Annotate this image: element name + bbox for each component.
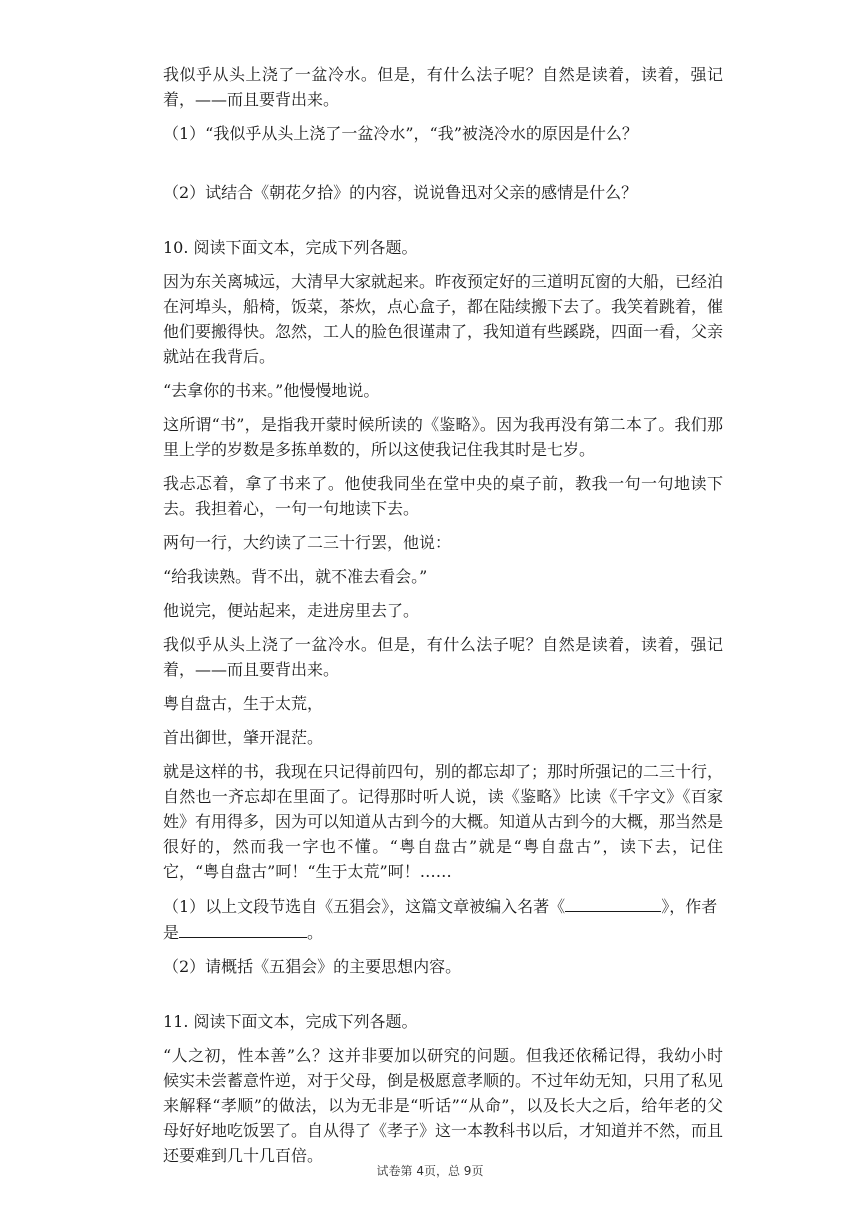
paragraph: 就是这样的书，我现在只记得前四句，别的都忘却了；那时所强记的二三十行，自然也一齐忘却在里面了。记得那时听人说，读《鉴略》比读《千字文》《百家姓》有用得多，因为可以知道从古到今的大概。知道从古到今的大概，那当然是很好的，然而我一字也不懂。“粤自盘古”就是“粤自盘古”，读下去，记住它，“粤自盘古”呵！“生于太荒”呵！…… [163,762,724,881]
page-footer: 试卷第 4页，总 9页 [376,1164,484,1178]
answer-space [163,155,723,180]
page-content [163,62,723,1177]
paragraph: 他说完，便站起来，走进房里去了。 [163,601,420,620]
paragraph: “人之初，性本善”么？这并非要加以研究的问题。但我还依稀记得，我幼小时候实未尝蓄意忤逆，对于父母，倒是极愿意孝顺的。不过年幼无知，只用了私见来解释“孝顺”的做法，以为无非是“听话”“从命”，以及长大之后，给年老的父母好好地吃饭罢了。自从得了《孝子》这一本教科书以后，才知道并不然，而且还要难到几十几百倍。 [163,1046,724,1165]
paragraph: 我似乎从头上浇了一盆冷水。但是，有什么法子呢？自然是读着，读着，强记着，——而且要背出来。 [163,65,723,109]
question-2: （2）试结合《朝花夕拾》的内容，说说鲁迅对父亲的感情是什么？ [163,183,638,202]
paragraph: “去拿你的书来。”他慢慢地说。 [163,381,380,400]
paragraph: 我忐忑着，拿了书来了。他使我同坐在堂中央的桌子前，教我一句一句地读下去。我担着心，一句一句地读下去。 [163,474,723,518]
verse-line: 首出御世，肇开混茫。 [163,728,324,747]
verse-line: 粤自盘古，生于太荒， [163,694,324,713]
section-10-title: 10. 阅读下面文本，完成下列各题。 [163,238,418,257]
section-11-title: 11. 阅读下面文本，完成下列各题。 [163,1012,418,1031]
paragraph: “给我读熟。背不出，就不准去看会。” [163,567,428,586]
answer-blank[interactable] [565,893,661,912]
question-2: （2）请概括《五猖会》的主要思想内容。 [163,957,462,976]
answer-blank[interactable] [179,919,307,938]
question-1: （1）以上文段节选自《五猖会》，这篇文章被编入名著《 》，作者是 。 [163,893,723,945]
paragraph: 这所谓“书”，是指我开蒙时候所读的《鉴略》。因为我再没有第二本了。我们那里上学的岁数是多拣单数的，所以这使我记住我其时是七岁。 [163,415,723,459]
paragraph: 因为东关离城远，大清早大家就起来。昨夜预定好的三道明瓦窗的大船，已经泊在河埠头，船椅，饭菜，茶炊，点心盒子，都在陆续搬下去了。我笑着跳着，催他们要搬得快。忽然，工人的脸色很谨肃了，我知道有些蹊跷，四面一看，父亲就站在我背后。 [163,272,724,366]
question-1: （1）“我似乎从头上浇了一盆冷水”，“我”被浇冷水的原因是什么？ [163,124,638,143]
paragraph: 两句一行，大约读了二三十行罢，他说： [163,533,452,552]
paragraph: 我似乎从头上浇了一盆冷水。但是，有什么法子呢？自然是读着，读着，强记着，——而且要背出来。 [163,635,723,679]
